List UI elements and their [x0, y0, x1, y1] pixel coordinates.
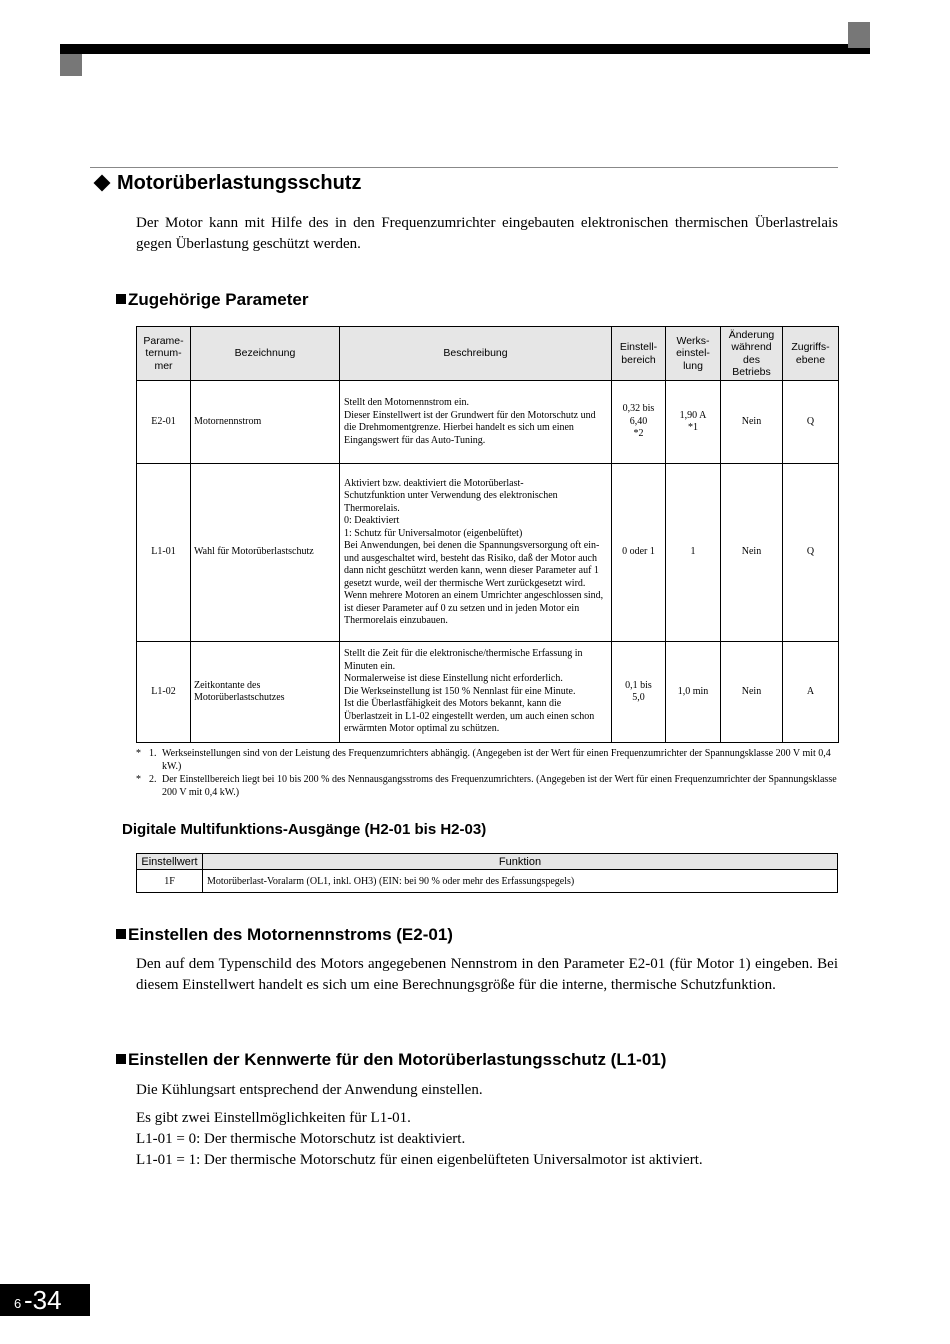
col-header-name: Bezeichnung	[191, 327, 340, 381]
intro-paragraph: Der Motor kann mit Hilfe des in den Frequenzumrichter eingebauten elektronischen thermischen Überlastrelais gegen Überlastung geschützt werden.	[136, 215, 838, 252]
col-header-value: Einstellwert	[137, 854, 203, 870]
e201-paragraph: Den auf dem Typenschild des Motors angegebenen Nennstrom in den Parameter E2-01 (für Motor 1) eingeben. Bei diesem Einstellwert handelt es sich um eine Berechnungsgröße für die interne, thermische Schutzfunktion.	[136, 956, 838, 993]
cell-number: L1-01	[137, 464, 191, 642]
square-bullet-icon	[116, 929, 126, 939]
cooling-paragraph: Die Kühlungsart entsprechend der Anwendung einstellen.	[136, 1082, 483, 1098]
cell-name: Zeitkontante des Motorüberlastschutzes	[191, 642, 340, 743]
col-header-range: Einstell- bereich	[612, 327, 666, 381]
section-divider	[90, 167, 838, 168]
cell-name: Motornennstrom	[191, 381, 340, 464]
section-heading	[92, 172, 361, 195]
cell-range: 0,1 bis 5,0	[612, 642, 666, 743]
parameter-table	[136, 326, 839, 743]
col-header-access: Zugriffs- ebene	[783, 327, 839, 381]
footnote	[136, 774, 842, 800]
option-1: L1-01 = 1: Der thermische Motorschutz für einen eigenbelüfteten Universalmotor ist aktiviert.	[136, 1152, 703, 1168]
table-header-row	[137, 327, 839, 381]
l101-heading-text: Einstellen der Kennwerte für den Motorüberlastungsschutz (L1-01)	[128, 1050, 667, 1069]
options-paragraph	[136, 1108, 838, 1171]
table-row	[137, 870, 838, 893]
output-table	[136, 853, 838, 893]
footnote-mark: *	[136, 748, 141, 759]
cell-change: Nein	[721, 381, 783, 464]
cell-description: Stellt den Motornennstrom ein. Dieser Einstellwert ist der Grundwert für den Motorschutz und die Drehmomentgrenze. Hierbei handelt es sich um einen Eingangswert für das Auto-Tuning.	[340, 381, 612, 464]
cell-default: 1	[666, 464, 721, 642]
e201-heading-text: Einstellen des Motornennstroms (E2-01)	[128, 925, 453, 944]
cell-description: Aktiviert bzw. deaktiviert die Motorüberlast- Schutzfunktion unter Verwendung des elektronischen Thermorelais. 0: Deaktiviert 1: Schutz für Universalmotor (eigenbelüftet) Bei Anwendungen, bei denen die Spannungsversorgung oft ein- und ausgeschaltet wird, besteht das Risiko, daß der Motor auch dann nicht geschützt werden kann, wenn dieser Parameter auf 1 gesetzt wurde, weil der thermische Wert zurückgesetzt wird. Wenn mehrere Motoren an einem Umrichter angeschlossen sind, ist dieser Parameter auf 0 zu setzen und in jeden Motor ein Thermorelais einzubauen.	[340, 464, 612, 642]
cell-default: 1,0 min	[666, 642, 721, 743]
table-header-row	[137, 854, 838, 870]
table-row	[137, 381, 839, 464]
square-bullet-icon	[116, 1054, 126, 1064]
cell-range: 0 oder 1	[612, 464, 666, 642]
chapter-number: 6	[14, 1296, 22, 1311]
cell-range: 0,32 bis 6,40 *2	[612, 381, 666, 464]
cell-default: 1,90 A *1	[666, 381, 721, 464]
l101-heading	[116, 1050, 666, 1070]
cell-description: Stellt die Zeit für die elektronische/thermische Erfassung in Minuten ein. Normalerweise ist diese Einstellung nicht erforderlich. Die Werkseinstellung ist 150 % Nennlast für eine Minute. Ist die Überlastfähigkeit des Motors bekannt, kann die Überlastzeit in L1-02 eingestellt werden, um auch einen schon erwärmten Motor optimal zu schützen.	[340, 642, 612, 743]
e201-heading	[116, 925, 453, 945]
diamond-bullet-icon	[94, 174, 111, 191]
cell-change: Nein	[721, 642, 783, 743]
cell-value: 1F	[137, 870, 203, 893]
col-header-description: Beschreibung	[340, 327, 612, 381]
footnote-text: Der Einstellbereich liegt bei 10 bis 200 % des Nennausgangsstroms des Frequenzumrichters. (Angegeben ist der Wert für einen Frequenzumrichter der Spannungsklasse 200 V mit 0,4 kW.)	[162, 774, 837, 798]
cell-name: Wahl für Motorüberlastschutz	[191, 464, 340, 642]
cell-access: Q	[783, 464, 839, 642]
cell-access: A	[783, 642, 839, 743]
options-intro: Es gibt zwei Einstellmöglichkeiten für L1-01.	[136, 1110, 411, 1126]
footnote	[136, 748, 842, 774]
table-row	[137, 642, 839, 743]
cell-number: E2-01	[137, 381, 191, 464]
params-heading	[116, 290, 308, 310]
section-title: Motorüberlastungsschutz	[117, 172, 362, 194]
option-0: L1-01 = 0: Der thermische Motorschutz ist deaktiviert.	[136, 1131, 466, 1147]
cell-access: Q	[783, 381, 839, 464]
footnote-number: 2.	[149, 774, 157, 785]
footnote-number: 1.	[149, 748, 157, 759]
col-header-number: Parame- ternum- mer	[137, 327, 191, 381]
page-number	[0, 1284, 90, 1316]
col-header-default: Werks- einstel- lung	[666, 327, 721, 381]
col-header-change: Änderung während des Betriebs	[721, 327, 783, 381]
header-corner-block-left	[60, 54, 82, 76]
col-header-function: Funktion	[203, 854, 838, 870]
table-row	[137, 464, 839, 642]
cell-change: Nein	[721, 464, 783, 642]
footnote-text: Werkseinstellungen sind von der Leistung des Frequenzumrichters abhängig. (Angegeben ist der Wert für einen Frequenzumrichter der Spannungsklasse 200 V mit 0,4 kW.)	[162, 748, 831, 772]
header-bar	[60, 44, 870, 54]
header-corner-block-right	[848, 22, 870, 48]
page-number-text: -34	[24, 1285, 62, 1315]
outputs-heading: Digitale Multifunktions-Ausgänge (H2-01 bis H2-03)	[122, 821, 487, 838]
params-heading-text: Zugehörige Parameter	[128, 290, 309, 309]
footnote-mark: *	[136, 774, 141, 785]
cell-number: L1-02	[137, 642, 191, 743]
square-bullet-icon	[116, 294, 126, 304]
cell-function: Motorüberlast-Voralarm (OL1, inkl. OH3) (EIN: bei 90 % oder mehr des Erfassungspegels)	[203, 870, 838, 893]
